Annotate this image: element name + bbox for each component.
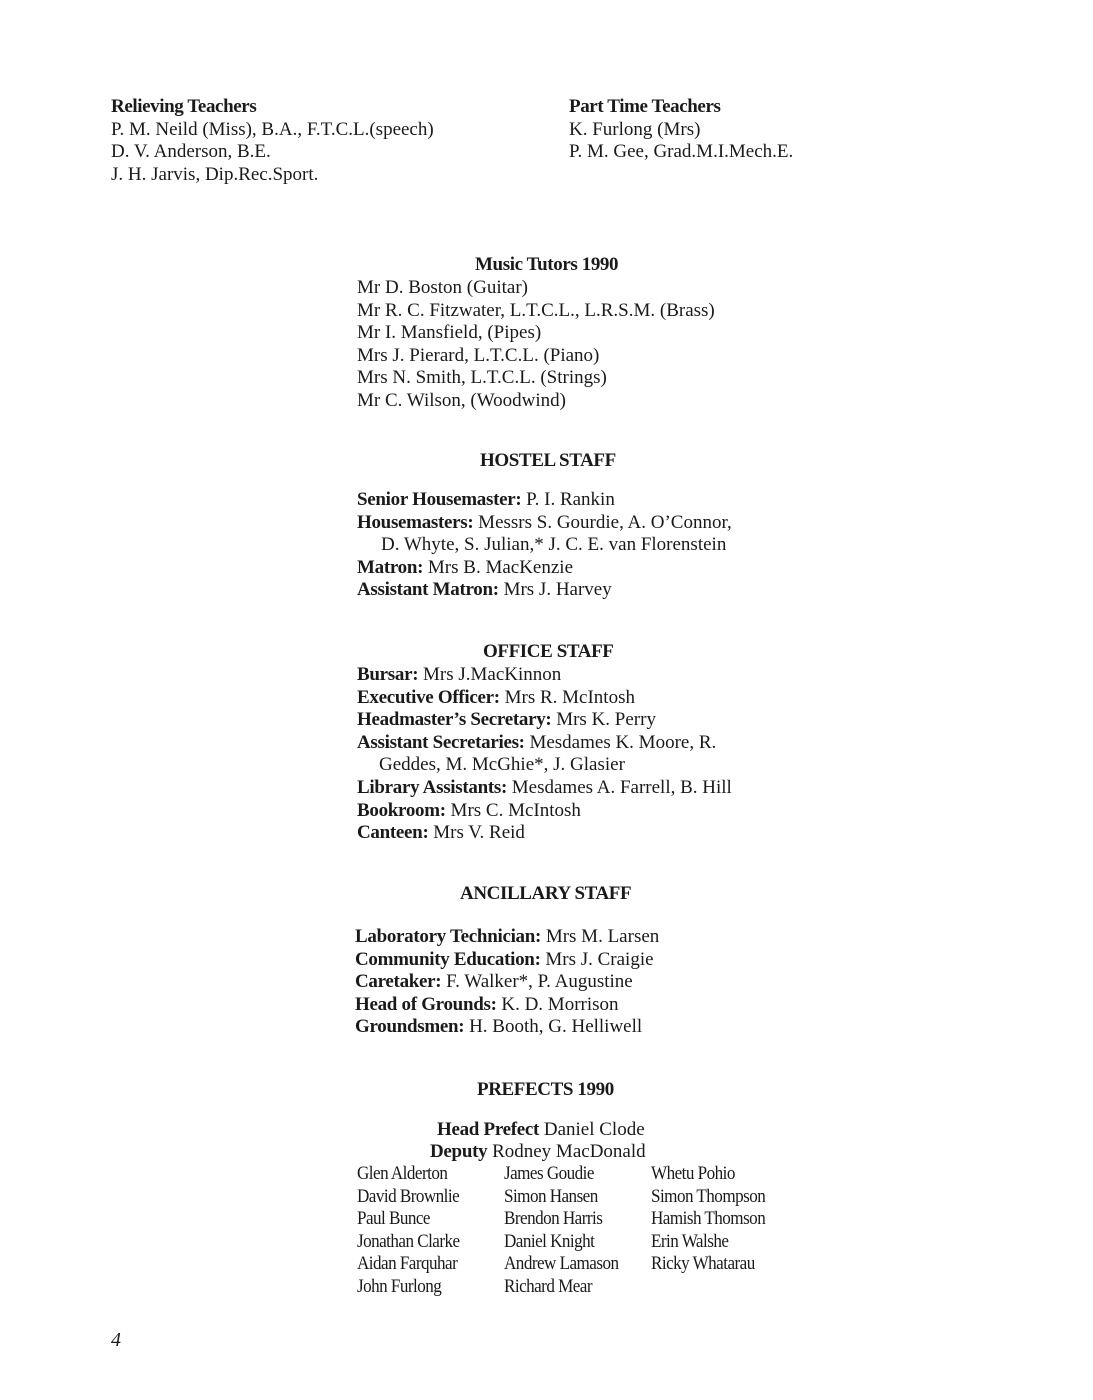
music-tutor-line: Mr I. Mansfield, (Pipes) [357, 322, 542, 344]
prefect-name: Simon Thompson [651, 1185, 766, 1207]
prefect-name: Whetu Pohio [651, 1163, 735, 1184]
staff-names: H. Booth, G. Helliwell [464, 1016, 643, 1038]
staff-row [357, 534, 732, 557]
staff-role: Community Education: [355, 948, 541, 970]
hostel-staff-list [357, 489, 732, 602]
staff-names: Mrs J. Harvey [498, 579, 612, 601]
staff-role: Executive Officer: [357, 686, 500, 708]
prefect-name: Richard Mear [504, 1275, 593, 1297]
staff-row [357, 732, 732, 755]
staff-names: Mrs B. MacKenzie [423, 556, 574, 578]
part-time-teachers-block [569, 96, 793, 164]
staff-role: Senior Housemaster: [357, 489, 522, 510]
staff-role: Assistant Matron: [357, 579, 499, 601]
staff-names: P. I. Rankin [521, 489, 615, 510]
staff-role: Library Assistants: [357, 776, 508, 798]
prefect-name: John Furlong [357, 1275, 442, 1297]
part-time-teacher-line: K. Furlong (Mrs) [569, 118, 701, 140]
music-tutors-list [357, 277, 715, 413]
deputy-prefect [430, 1141, 646, 1164]
relieving-teachers-heading: Relieving Teachers [111, 96, 257, 117]
relieving-teacher-line: P. M. Neild (Miss), B.A., F.T.C.L.(speech) [111, 118, 434, 140]
staff-names: Mrs V. Reid [428, 822, 525, 844]
deputy-prefect-name: Rodney MacDonald [487, 1141, 646, 1162]
prefect-name: Brendon Harris [504, 1208, 603, 1230]
prefect-name: Daniel Knight [504, 1230, 595, 1252]
staff-names: D. Whyte, S. Julian,* J. C. E. van Florenstein [381, 534, 727, 556]
staff-role: Caretaker: [355, 971, 442, 993]
staff-names: Messrs S. Gourdie, A. O’Connor, [473, 511, 732, 533]
staff-names: F. Walker*, P. Augustine [441, 971, 633, 993]
staff-names: Mrs J. Craigie [540, 948, 654, 970]
staff-names: Mesdames K. Moore, R. [524, 731, 717, 753]
prefect-name: Andrew Lamason [504, 1253, 619, 1275]
prefects-column-2 [504, 1163, 618, 1299]
staff-row [357, 822, 732, 845]
prefect-name: Glen Alderton [357, 1163, 448, 1184]
prefects-title: PREFECTS 1990 [477, 1079, 614, 1100]
staff-row [355, 926, 659, 949]
staff-row [357, 512, 732, 535]
staff-row [355, 1016, 659, 1039]
music-tutors-heading [475, 254, 618, 277]
staff-names: Mrs J.MacKinnon [418, 664, 562, 685]
relieving-teacher-line: D. V. Anderson, B.E. [111, 141, 271, 163]
ancillary-staff-heading [460, 883, 631, 906]
staff-names: Mrs C. McIntosh [445, 799, 581, 821]
hostel-staff-title: HOSTEL STAFF [480, 450, 616, 471]
office-staff-heading [483, 641, 614, 664]
ancillary-staff-list [355, 926, 659, 1039]
staff-names: K. D. Morrison [496, 993, 619, 1015]
prefect-name: Paul Bunce [357, 1208, 430, 1230]
staff-names: Mesdames A. Farrell, B. Hill [507, 776, 732, 798]
head-prefect-name: Daniel Clode [539, 1119, 645, 1140]
head-prefect [437, 1119, 645, 1142]
prefects-column-1 [357, 1163, 460, 1299]
prefect-name: James Goudie [504, 1163, 594, 1184]
deputy-prefect-line [430, 1141, 646, 1164]
staff-names: Mrs K. Perry [551, 709, 656, 731]
prefect-name: Hamish Thomson [651, 1208, 766, 1230]
music-tutor-line: Mr C. Wilson, (Woodwind) [357, 389, 566, 411]
staff-row [357, 579, 732, 602]
staff-row [357, 489, 732, 512]
staff-role: Canteen: [357, 822, 429, 844]
staff-row [357, 754, 732, 777]
prefect-name: Jonathan Clarke [357, 1230, 460, 1252]
ancillary-staff-title: ANCILLARY STAFF [460, 883, 632, 904]
staff-row [357, 709, 732, 732]
music-tutors-title: Music Tutors 1990 [475, 254, 619, 275]
staff-role: Laboratory Technician: [355, 926, 542, 947]
staff-row [357, 557, 732, 580]
part-time-teachers-heading: Part Time Teachers [569, 96, 721, 117]
music-tutor-line: Mr D. Boston (Guitar) [357, 277, 528, 298]
head-prefect-line [437, 1119, 645, 1142]
staff-row [357, 777, 732, 800]
prefects-column-3 [651, 1163, 765, 1276]
staff-row [355, 994, 659, 1017]
prefects-heading [477, 1079, 614, 1102]
staff-role: Assistant Secretaries: [357, 731, 525, 753]
part-time-teacher-line: P. M. Gee, Grad.M.I.Mech.E. [569, 141, 794, 163]
staff-row [357, 687, 732, 710]
staff-role: Matron: [357, 556, 424, 578]
office-staff-list [357, 664, 732, 845]
hostel-staff-heading [480, 450, 616, 473]
music-tutor-line: Mrs J. Pierard, L.T.C.L. (Piano) [357, 344, 600, 366]
staff-row [355, 971, 659, 994]
staff-names: Mrs R. McIntosh [499, 686, 635, 708]
music-tutor-line: Mr R. C. Fitzwater, L.T.C.L., L.R.S.M. (Brass) [357, 299, 715, 321]
staff-role: Bursar: [357, 664, 419, 685]
prefect-name: Erin Walshe [651, 1230, 729, 1252]
staff-names: Mrs M. Larsen [541, 926, 660, 947]
staff-role: Head of Grounds: [355, 993, 497, 1015]
staff-row [357, 664, 732, 687]
relieving-teachers-block [111, 96, 434, 186]
relieving-teacher-line: J. H. Jarvis, Dip.Rec.Sport. [111, 163, 319, 185]
staff-role: Bookroom: [357, 799, 446, 821]
deputy-prefect-label: Deputy [430, 1141, 488, 1162]
staff-role: Headmaster’s Secretary: [357, 709, 552, 731]
head-prefect-label: Head Prefect [437, 1119, 540, 1140]
page-number: 4 [111, 1329, 121, 1351]
music-tutor-line: Mrs N. Smith, L.T.C.L. (Strings) [357, 367, 607, 389]
prefect-name: David Brownlie [357, 1185, 460, 1207]
staff-row [355, 949, 659, 972]
staff-names: Geddes, M. McGhie*, J. Glasier [379, 754, 625, 776]
staff-row [357, 800, 732, 823]
prefect-name: Simon Hansen [504, 1185, 598, 1207]
office-staff-title: OFFICE STAFF [483, 641, 614, 662]
prefect-name: Ricky Whatarau [651, 1253, 755, 1275]
staff-role: Housemasters: [357, 511, 474, 533]
staff-role: Groundsmen: [355, 1016, 465, 1038]
prefect-name: Aidan Farquhar [357, 1253, 458, 1275]
